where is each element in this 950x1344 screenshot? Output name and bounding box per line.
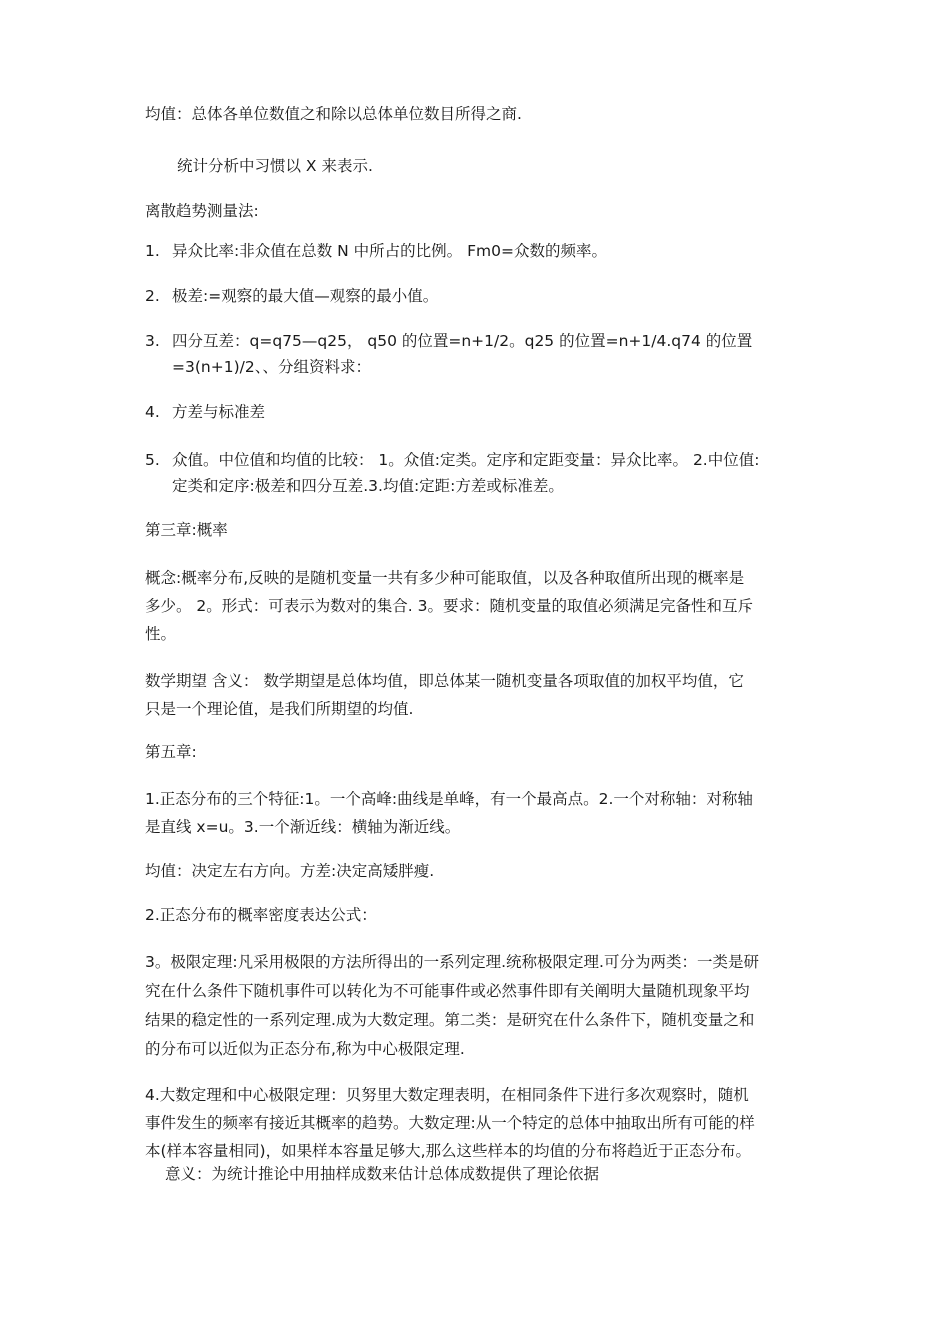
list-item-text: 极差:=观察的最大值—观察的最小值。 [172,287,439,305]
large-numbers-line-2: 事件发生的频率有接近其概率的趋势。大数定理:从一个特定的总体中抽取出所有可能的样 [145,1114,755,1132]
limit-theorem-line-3: 结果的稳定性的一系列定理.成为大数定理。第二类：是研究在什么条件下，随机变量之和 [145,1011,755,1029]
large-numbers-line-1: 4.大数定理和中心极限定理：贝努里大数定理表明，在相同条件下进行多次观察时，随机 [145,1086,749,1104]
chapter-five-heading: 第五章: [145,743,197,761]
list-item-text: 方差与标准差 [172,403,266,421]
list-item-number: 1. [145,242,160,260]
probability-concept-line-3: 性。 [145,625,177,643]
list-item-text: 四分互差：q=q75—q25， q50 的位置=n+1/2。q25 的位置=n+1/4.q74 的位置 [172,332,753,350]
mean-notation: 统计分析中习惯以 X 来表示. [177,157,373,175]
density-formula-heading: 2.正态分布的概率密度表达公式： [145,906,377,924]
mean-definition: 均值：总体各单位数值之和除以总体单位数目所得之商. [145,105,522,123]
normal-features-line-2: 是直线 x=u。3.一个渐近线：横轴为渐近线。 [145,818,461,836]
limit-theorem-line-4: 的分布可以近似为正态分布,称为中心极限定理. [145,1040,465,1058]
list-item-number: 3. [145,332,160,350]
probability-concept-line-2: 多少。 2。形式：可表示为数对的集合. 3。要求：随机变量的取值必须满足完备性和互斥 [145,597,754,615]
list-item-text: 异众比率:非众值在总数 N 中所占的比例。 Fm0=众数的频率。 [172,242,607,260]
limit-theorem-line-2: 究在什么条件下随机事件可以转化为不可能事件或必然事件即有关阐明大量随机现象平均 [145,982,750,1000]
list-item-text-continued: 定类和定序:极差和四分互差.3.均值:定距:方差或标准差。 [172,477,564,495]
list-item-text: 众值。中位值和均值的比较： 1。众值:定类。定序和定距变量：异众比率。 2.中位值: [172,451,760,469]
normal-features-line-1: 1.正态分布的三个特征:1。一个高峰:曲线是单峰，有一个最高点。2.一个对称轴：对称轴 [145,790,753,808]
expectation-line-1: 数学期望 含义： 数学期望是总体均值，即总体某一随机变量各项取值的加权平均值，它 [145,672,744,690]
list-item-number: 4. [145,403,160,421]
limit-theorem-line-1: 3。极限定理:凡采用极限的方法所得出的一系列定理.统称极限定理.可分为两类：一类是研 [145,953,759,971]
list-item-text-continued: =3(n+1)/2、、分组资料求： [172,358,371,376]
significance-line: 意义：为统计推论中用抽样成数来估计总体成数提供了理论依据 [165,1165,600,1183]
list-item-number: 2. [145,287,160,305]
list-item-number: 5. [145,451,160,469]
large-numbers-line-3: 本(样本容量相同)，如果样本容量足够大,那么这些样本的均值的分布将趋近于正态分布。 [145,1142,752,1160]
probability-concept-line-1: 概念:概率分布,反映的是随机变量一共有多少种可能取值，以及各种取值所出现的概率是 [145,569,745,587]
mean-variance-note: 均值：决定左右方向。方差:决定高矮胖瘦. [145,862,435,880]
chapter-three-heading: 第三章:概率 [145,521,228,539]
dispersion-heading: 离散趋势测量法: [145,202,259,220]
expectation-line-2: 只是一个理论值，是我们所期望的均值. [145,700,414,718]
